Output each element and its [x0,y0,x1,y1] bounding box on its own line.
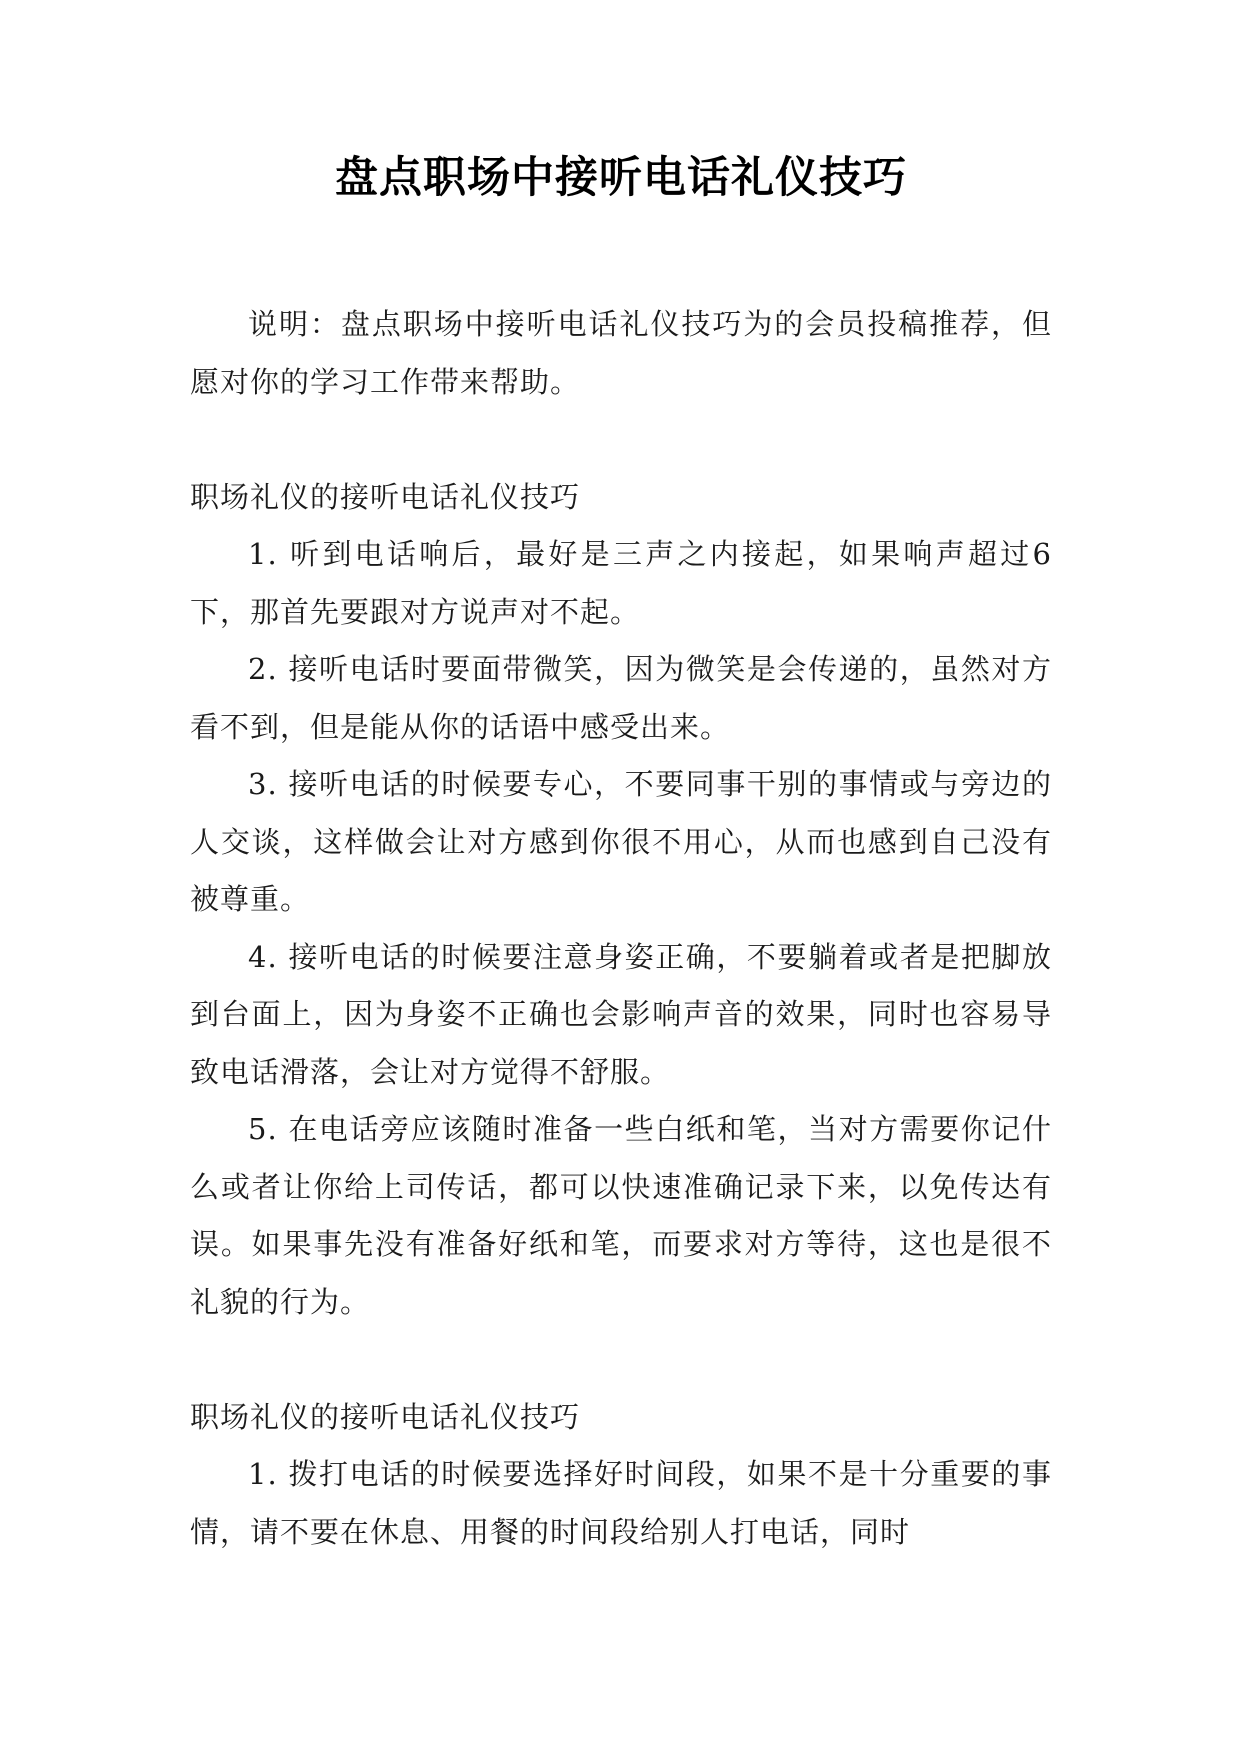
spacer [190,1331,1052,1389]
list-item: 4. 接听电话的时候要注意身姿正确，不要躺着或者是把脚放到台面上，因为身姿不正确也会影响声音的效果，同时也容易导致电话滑落，会让对方觉得不舒服。 [190,939,1052,1089]
list-item: 1. 拨打电话的时候要选择好时间段，如果不是十分重要的事情，请不要在休息、用餐的时间段给别人打电话，同时 [190,1457,1052,1549]
section-1 [190,469,1052,1332]
section-heading: 职场礼仪的接听电话礼仪技巧 [190,479,581,514]
section-heading: 职场礼仪的接听电话礼仪技巧 [190,1399,581,1434]
list-item: 1. 听到电话响后，最好是三声之内接起，如果响声超过6下，那首先要跟对方说声对不起。 [190,537,1052,629]
intro-paragraph: 说明：盘点职场中接听电话礼仪技巧为的会员投稿推荐，但愿对你的学习工作带来帮助。 [190,307,1052,399]
document-body [190,296,1052,1561]
section-2 [190,1389,1052,1562]
document-page [190,0,1052,1754]
spacer [190,411,1052,469]
list-item: 5. 在电话旁应该随时准备一些白纸和笔，当对方需要你记什么或者让你给上司传话，都可以快速准确记录下来，以免传达有误。如果事先没有准备好纸和笔，而要求对方等待，这也是很不礼貌的行为。 [190,1112,1052,1319]
list-item: 3. 接听电话的时候要专心，不要同事干别的事情或与旁边的人交谈，这样做会让对方感到你很不用心，从而也感到自己没有被尊重。 [190,767,1052,916]
list-item: 2. 接听电话时要面带微笑，因为微笑是会传递的，虽然对方看不到，但是能从你的话语中感受出来。 [190,652,1052,744]
document-title: 盘点职场中接听电话礼仪技巧 [335,153,907,203]
